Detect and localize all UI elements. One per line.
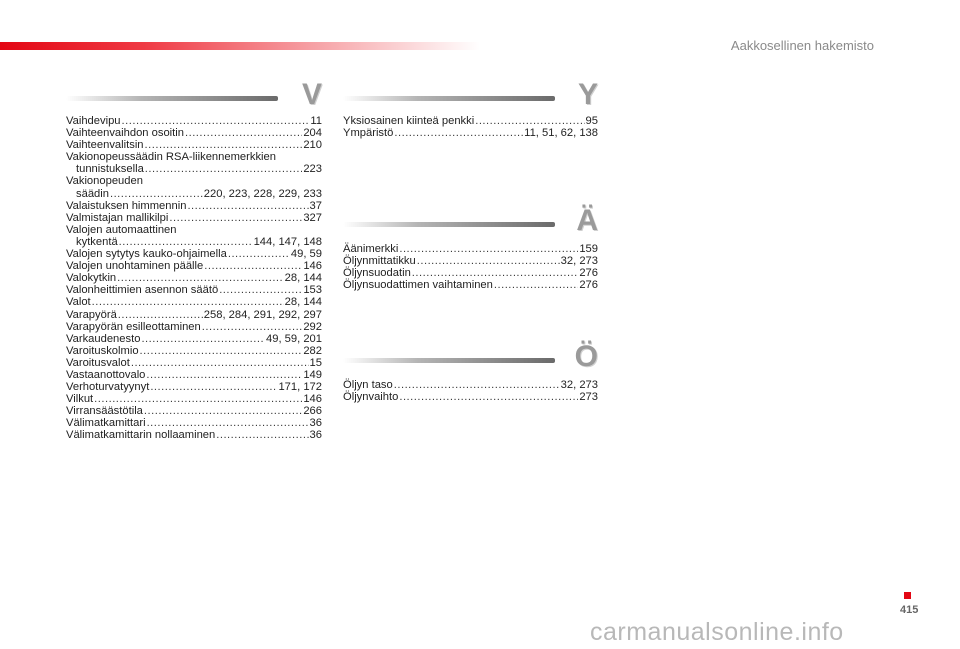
page-header-title: Aakkosellinen hakemisto bbox=[730, 38, 874, 53]
section-letter-y: Y bbox=[577, 78, 598, 111]
index-term: Valaistuksen himmennin bbox=[66, 199, 187, 212]
index-term: Valojen unohtaminen päälle bbox=[66, 260, 204, 273]
index-pages: 15 bbox=[309, 356, 322, 369]
index-pages: 292 bbox=[303, 320, 322, 333]
index-pages: 276 bbox=[579, 267, 598, 280]
index-entry bbox=[66, 296, 322, 308]
index-entry bbox=[343, 267, 598, 279]
index-entry bbox=[343, 115, 598, 127]
leader-dots bbox=[399, 243, 578, 255]
index-term: Varapyörän esilleottaminen bbox=[66, 320, 201, 333]
leader-dots bbox=[145, 139, 303, 151]
index-term-lead: Vakionopeussäädin RSA-liikennemerkkien bbox=[66, 151, 276, 164]
index-term: Valmistajan mallikilpi bbox=[66, 211, 169, 224]
index-entry-wrapped bbox=[66, 175, 322, 199]
index-entry bbox=[343, 379, 598, 391]
index-term: Valokytkin bbox=[66, 272, 117, 285]
index-term: Varkaudenesto bbox=[66, 332, 141, 345]
leader-dots bbox=[412, 267, 579, 279]
index-entry bbox=[66, 200, 322, 212]
index-term-lead: Vakionopeuden bbox=[66, 175, 143, 188]
index-entry bbox=[343, 279, 598, 291]
index-pages: 276 bbox=[579, 279, 598, 292]
index-entry bbox=[66, 309, 322, 321]
leader-dots bbox=[494, 279, 578, 291]
index-term: Öljynsuodatin bbox=[343, 267, 411, 280]
index-entry bbox=[66, 333, 322, 345]
section-header-oe bbox=[343, 340, 598, 374]
page-marker bbox=[904, 592, 911, 599]
index-entry bbox=[343, 127, 598, 139]
leader-dots bbox=[399, 391, 578, 403]
leader-dots bbox=[228, 248, 290, 260]
index-pages: 95 bbox=[585, 115, 598, 127]
index-pages: 266 bbox=[303, 405, 322, 418]
index-pages: 149 bbox=[303, 368, 322, 381]
section-rule bbox=[343, 96, 555, 101]
index-entry bbox=[66, 321, 322, 333]
section-letter-oe: Ö bbox=[574, 340, 598, 373]
index-entry bbox=[343, 243, 598, 255]
index-term: Yksiosainen kiinteä penkki bbox=[343, 115, 475, 127]
leader-dots bbox=[475, 115, 584, 127]
index-term: Vaihteenvalitsin bbox=[66, 139, 144, 152]
leader-dots bbox=[122, 115, 310, 127]
index-term: Öljynmittatikku bbox=[343, 255, 416, 268]
top-accent-bar bbox=[0, 42, 480, 50]
index-term: Välimatkamittari bbox=[66, 417, 146, 430]
index-term: Äänimerkki bbox=[343, 243, 399, 255]
section-letter-v: V bbox=[301, 78, 322, 111]
index-pages: 327 bbox=[303, 211, 322, 224]
leader-dots bbox=[417, 255, 560, 267]
index-pages: 49, 59, 201 bbox=[266, 332, 322, 345]
index-pages: 32, 273 bbox=[560, 379, 598, 391]
index-term: Vaihteenvaihdon osoitin bbox=[66, 127, 184, 140]
index-term: Vaihdevipu bbox=[66, 115, 121, 127]
index-entry bbox=[66, 163, 322, 175]
index-pages: 282 bbox=[303, 344, 322, 357]
leader-dots bbox=[204, 260, 302, 272]
index-term: Välimatkamittarin nollaaminen bbox=[66, 429, 216, 442]
index-pages: 32, 273 bbox=[560, 255, 598, 268]
leader-dots bbox=[216, 429, 308, 441]
index-term: Verhoturvatyynyt bbox=[66, 381, 150, 394]
index-pages: 204 bbox=[303, 127, 322, 140]
leader-dots bbox=[202, 321, 303, 333]
leader-dots bbox=[169, 212, 302, 224]
index-term: Öljyn taso bbox=[343, 379, 393, 391]
index-term: Varapyörä bbox=[66, 308, 117, 321]
index-pages: 36 bbox=[309, 417, 322, 430]
leader-dots bbox=[110, 188, 203, 200]
index-term-lead: Valojen automaattinen bbox=[66, 223, 177, 236]
index-term: Vastaanottovalo bbox=[66, 368, 146, 381]
index-pages: 210 bbox=[303, 139, 322, 152]
index-entry bbox=[66, 212, 322, 224]
leader-dots bbox=[119, 236, 253, 248]
leader-dots bbox=[187, 200, 308, 212]
index-pages: 37 bbox=[309, 199, 322, 212]
section-header-ae bbox=[343, 204, 598, 238]
index-term: Öljynsuodattimen vaihtaminen bbox=[343, 279, 493, 292]
index-entry bbox=[66, 115, 322, 127]
index-pages: 223 bbox=[303, 163, 322, 176]
index-pages: 11, 51, 62, 138 bbox=[524, 127, 598, 140]
leader-dots bbox=[147, 417, 309, 429]
section-rule bbox=[343, 358, 555, 363]
index-pages: 28, 144 bbox=[284, 296, 322, 309]
index-column-oe bbox=[343, 379, 598, 403]
leader-dots bbox=[131, 357, 309, 369]
index-entry bbox=[66, 248, 322, 260]
index-pages: 36 bbox=[309, 429, 322, 442]
index-entry bbox=[66, 272, 322, 284]
leader-dots bbox=[94, 393, 302, 405]
section-header-y bbox=[343, 78, 598, 112]
index-term: Virransäästötila bbox=[66, 405, 143, 418]
index-entry bbox=[66, 381, 322, 393]
index-entry bbox=[66, 393, 322, 405]
index-entry bbox=[66, 127, 322, 139]
leader-dots bbox=[150, 381, 277, 393]
leader-dots bbox=[185, 127, 302, 139]
index-term: Öljynvaihto bbox=[343, 391, 399, 404]
index-term: Valonheittimien asennon säätö bbox=[66, 284, 219, 297]
leader-dots bbox=[144, 405, 302, 417]
section-letter-ae: Ä bbox=[576, 204, 598, 237]
index-column-y bbox=[343, 115, 598, 139]
index-pages: 28, 144 bbox=[284, 272, 322, 285]
leader-dots bbox=[394, 379, 560, 391]
leader-dots bbox=[145, 163, 303, 175]
index-entry bbox=[66, 284, 322, 296]
leader-dots bbox=[146, 369, 302, 381]
index-entry bbox=[343, 255, 598, 267]
index-pages: 11 bbox=[310, 115, 322, 127]
index-entry-wrapped bbox=[66, 151, 322, 175]
index-entry bbox=[66, 369, 322, 381]
index-entry-wrapped bbox=[66, 224, 322, 248]
index-entry bbox=[66, 345, 322, 357]
section-rule bbox=[66, 96, 278, 101]
index-term: Ympäristö bbox=[343, 127, 394, 140]
leader-dots bbox=[141, 333, 265, 345]
index-entry bbox=[66, 188, 322, 200]
index-pages: 146 bbox=[303, 260, 322, 273]
index-term: kytkentä bbox=[76, 235, 118, 248]
page-number: 415 bbox=[900, 604, 919, 616]
index-term: Valojen sytytys kauko-ohjaimella bbox=[66, 248, 227, 261]
index-term: Vilkut bbox=[66, 393, 94, 406]
index-pages: 220, 223, 228, 229, 233 bbox=[203, 187, 322, 200]
leader-dots bbox=[140, 345, 303, 357]
index-entry bbox=[343, 391, 598, 403]
index-entry bbox=[66, 405, 322, 417]
leader-dots bbox=[394, 127, 523, 139]
index-entry bbox=[66, 429, 322, 441]
index-pages: 159 bbox=[579, 243, 598, 255]
section-rule bbox=[343, 222, 555, 227]
index-pages: 146 bbox=[303, 393, 322, 406]
index-term: säädin bbox=[76, 187, 109, 200]
watermark: carmanualsonline.info bbox=[590, 618, 844, 646]
index-column-ae bbox=[343, 243, 598, 291]
index-entry bbox=[66, 260, 322, 272]
index-pages: 171, 172 bbox=[278, 381, 322, 394]
leader-dots bbox=[118, 309, 203, 321]
leader-dots bbox=[92, 296, 284, 308]
index-pages: 144, 147, 148 bbox=[253, 235, 322, 248]
index-term: Valot bbox=[66, 296, 91, 309]
index-term: Varoitusvalot bbox=[66, 356, 130, 369]
index-pages: 273 bbox=[579, 391, 598, 404]
leader-dots bbox=[219, 284, 302, 296]
index-pages: 153 bbox=[303, 284, 322, 297]
index-entry bbox=[66, 417, 322, 429]
index-column-v bbox=[66, 115, 322, 442]
leader-dots bbox=[117, 272, 284, 284]
index-entry bbox=[66, 236, 322, 248]
section-header-v bbox=[66, 78, 322, 112]
index-entry bbox=[66, 139, 322, 151]
index-pages: 258, 284, 291, 292, 297 bbox=[203, 308, 322, 321]
index-term: Varoituskolmio bbox=[66, 344, 139, 357]
index-term: tunnistuksella bbox=[76, 163, 144, 176]
index-pages: 49, 59 bbox=[290, 248, 322, 261]
index-entry bbox=[66, 357, 322, 369]
